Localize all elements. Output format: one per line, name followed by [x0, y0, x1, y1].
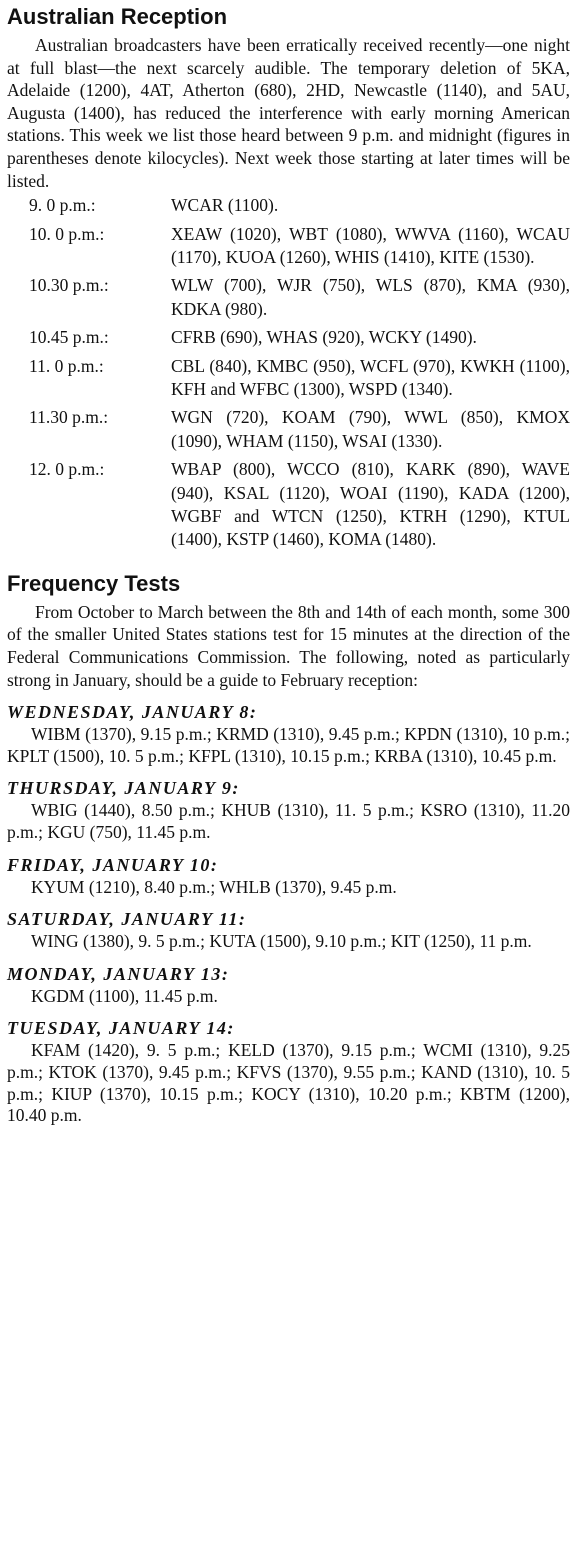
schedule-stations: CFRB (690), WHAS (920), WCKY (1490).: [171, 327, 477, 348]
test-day-block: [7, 777, 570, 843]
test-day-entries: KFAM (1420), 9. 5 p.m.; KELD (1370), 9.15 p.m.; WCMI (1310), 9.25 p.m.; KTOK (1370), 9.45 p.m.; KFVS (1370), 9.55 p.m.; KAND (1310), 10. 5 p.m.; KIUP (1370), 10.15 p.m.; KOCY (1310), 10.20 p.m.; KBTM (1200), 10.40 p.m.: [7, 1040, 570, 1126]
reception-schedule-table: [23, 194, 571, 557]
schedule-row: [23, 223, 571, 275]
schedule-time: 11.30 p.m.:: [29, 407, 109, 428]
schedule-stations: WCAR (1100).: [171, 195, 279, 216]
test-day-heading: SATURDAY, JANUARY 11:: [7, 909, 247, 930]
test-day-block: [7, 963, 570, 1008]
schedule-stations: WGN (720), KOAM (790), WWL (850), KMOX (1090), WHAM (1150), WSAI (1330).: [171, 407, 570, 451]
schedule-time: 11. 0 p.m.:: [29, 355, 104, 376]
test-day-entries: WBIG (1440), 8.50 p.m.; KHUB (1310), 11. 5 p.m.; KSRO (1310), 11.20 p.m.; KGU (750), 11.45 p.m.: [7, 800, 570, 842]
test-day-block: [7, 1017, 570, 1126]
test-day-block: [7, 701, 570, 767]
schedule-row: [23, 274, 571, 326]
schedule-stations: WBAP (800), WCCO (810), KARK (890), WAVE (940), KSAL (1120), WOAI (1190), KADA (1200), WGBF and WTCN (1250), KTRH (1290), KTUL (1400), KSTP (1460), KOMA (1480).: [171, 459, 570, 550]
test-day-heading: MONDAY, JANUARY 13:: [7, 963, 230, 984]
australian-reception-intro: Australian broadcasters have been erratically received recently—one night at full blast—the next scarcely audible. The temporary deletion of 5KA, Adelaide (1200), 4AT, Atherton (680), 2HD, Newcastle (1140), and 5AU, Augusta (1400), has reduced the interference with early morning American stations. This week we list those heard between 9 p.m. and midnight (figures in parentheses denote kilocycles). Next week those starting at later times will be listed.: [7, 35, 570, 191]
test-day-entries: KGDM (1100), 11.45 p.m.: [31, 985, 218, 1006]
schedule-row: [23, 326, 571, 354]
schedule-stations: WLW (700), WJR (750), WLS (870), KMA (930), KDKA (980).: [171, 275, 570, 319]
schedule-time: 10.45 p.m.:: [29, 327, 109, 348]
australian-reception-heading: Australian Reception: [7, 4, 228, 29]
schedule-time: 10.30 p.m.:: [29, 275, 109, 296]
schedule-stations: XEAW (1020), WBT (1080), WWVA (1160), WCAU (1170), KUOA (1260), WHIS (1410), KITE (1530).: [171, 223, 570, 267]
schedule-stations: CBL (840), KMBC (950), WCFL (970), KWKH (1100), KFH and WFBC (1300), WSPD (1340).: [171, 355, 570, 399]
schedule-row: [23, 355, 571, 407]
schedule-time: 12. 0 p.m.:: [29, 459, 105, 480]
schedule-row: [23, 406, 571, 458]
test-day-heading: THURSDAY, JANUARY 9:: [7, 778, 240, 799]
frequency-tests-heading: Frequency Tests: [7, 570, 181, 596]
test-day-heading: FRIDAY, JANUARY 10:: [7, 854, 219, 875]
test-day-entries: WIBM (1370), 9.15 p.m.; KRMD (1310), 9.45 p.m.; KPDN (1310), 10 p.m.; KPLT (1500), 10. 5 p.m.; KFPL (1310), 10.15 p.m.; KRBA (1310), 10.45 p.m.: [7, 724, 570, 766]
test-day-heading: WEDNESDAY, JANUARY 8:: [7, 702, 258, 723]
schedule-time: 10. 0 p.m.:: [29, 223, 105, 244]
article-page: [0, 4, 575, 1555]
frequency-tests-intro: From October to March between the 8th and 14th of each month, some 300 of the smaller United States stations test for 15 minutes at the direction of the Federal Communications Commission. The following, noted as particularly strong in January, should be a guide to February reception:: [7, 601, 570, 690]
schedule-row: [23, 194, 571, 222]
schedule-row: [23, 458, 571, 557]
test-day-entries: WING (1380), 9. 5 p.m.; KUTA (1500), 9.10 p.m.; KIT (1250), 11 p.m.: [31, 931, 532, 952]
schedule-time: 9. 0 p.m.:: [29, 195, 96, 216]
test-day-block: [7, 854, 570, 899]
test-day-heading: TUESDAY, JANUARY 14:: [7, 1018, 235, 1039]
test-day-entries: KYUM (1210), 8.40 p.m.; WHLB (1370), 9.45 p.m.: [31, 876, 397, 897]
test-day-block: [7, 908, 570, 953]
